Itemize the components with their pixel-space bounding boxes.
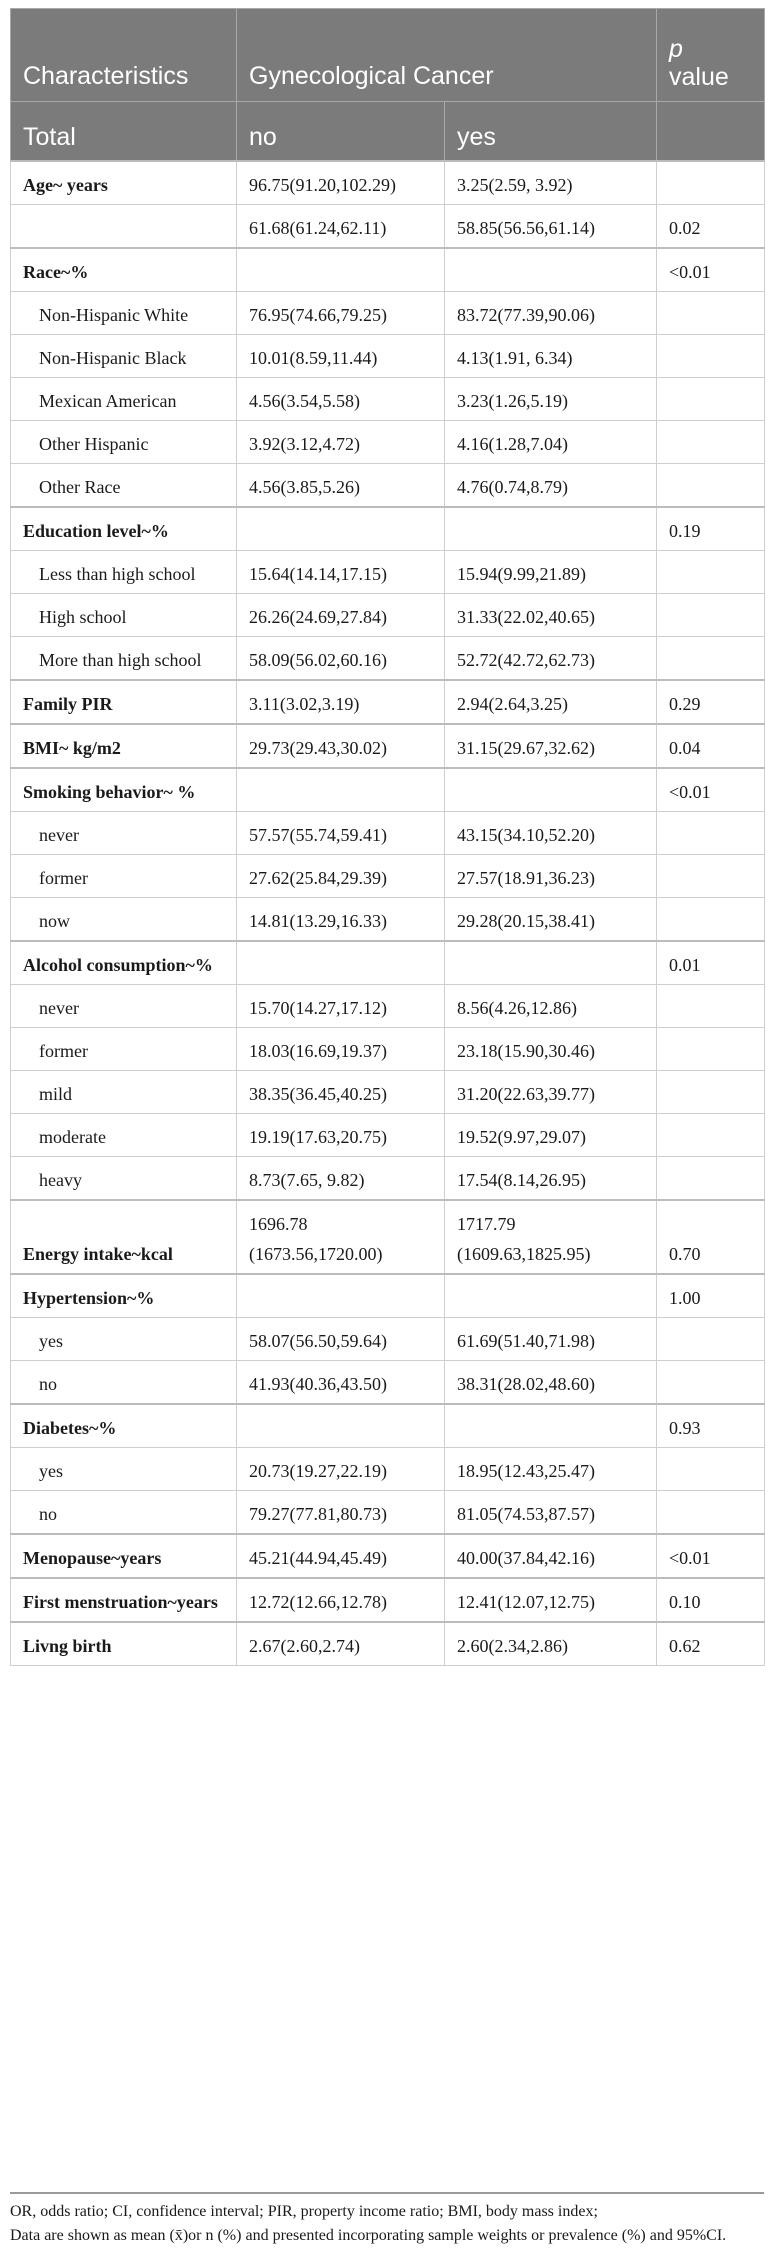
cell-p-value <box>657 1318 765 1361</box>
header-no: no <box>237 102 445 162</box>
footnote-line-1: OR, odds ratio; CI, confidence interval; PIR, property income ratio; BMI, body mass index; <box>10 2203 598 2220</box>
header-row-2 <box>11 102 765 162</box>
cell-p-value: 1.00 <box>657 1274 765 1318</box>
row-label: Age~ years <box>11 161 237 205</box>
header-characteristics: Characteristics <box>11 9 237 102</box>
row-label: Race~% <box>11 248 237 292</box>
cell-p-value: <0.01 <box>657 1534 765 1578</box>
row-label <box>11 205 237 249</box>
cell-yes: 81.05(74.53,87.57) <box>445 1491 657 1535</box>
cell-yes: 3.23(1.26,5.19) <box>445 378 657 421</box>
cell-no: 3.11(3.02,3.19) <box>237 680 445 724</box>
table-row <box>11 1071 765 1114</box>
table-row <box>11 1448 765 1491</box>
cell-p-value <box>657 1071 765 1114</box>
cell-yes: 8.56(4.26,12.86) <box>445 985 657 1028</box>
cell-yes: 31.33(22.02,40.65) <box>445 594 657 637</box>
row-label: former <box>11 1028 237 1071</box>
cell-yes: 52.72(42.72,62.73) <box>445 637 657 681</box>
cell-yes: 18.95(12.43,25.47) <box>445 1448 657 1491</box>
cell-p-value <box>657 292 765 335</box>
table-row <box>11 378 765 421</box>
table-row <box>11 1028 765 1071</box>
cell-no: 15.64(14.14,17.15) <box>237 551 445 594</box>
row-label: Energy intake~kcal <box>11 1200 237 1274</box>
cell-yes: 12.41(12.07,12.75) <box>445 1578 657 1622</box>
table-row <box>11 855 765 898</box>
table-row <box>11 812 765 855</box>
cell-p-value <box>657 1114 765 1157</box>
row-label: former <box>11 855 237 898</box>
row-label: Hypertension~% <box>11 1274 237 1318</box>
header-empty <box>657 102 765 162</box>
cell-no: 29.73(29.43,30.02) <box>237 724 445 768</box>
table-row <box>11 1404 765 1448</box>
row-label: Non-Hispanic Black <box>11 335 237 378</box>
cell-no: 14.81(13.29,16.33) <box>237 898 445 942</box>
cell-p-value: 0.62 <box>657 1622 765 1666</box>
cell-yes: 61.69(51.40,71.98) <box>445 1318 657 1361</box>
row-label: Less than high school <box>11 551 237 594</box>
row-label: never <box>11 985 237 1028</box>
table-row <box>11 507 765 551</box>
cell-yes: 43.15(34.10,52.20) <box>445 812 657 855</box>
row-label: High school <box>11 594 237 637</box>
cell-p-value <box>657 378 765 421</box>
row-label: yes <box>11 1318 237 1361</box>
table-row <box>11 680 765 724</box>
row-label: Family PIR <box>11 680 237 724</box>
cell-p-value: 0.29 <box>657 680 765 724</box>
cell-no: 20.73(19.27,22.19) <box>237 1448 445 1491</box>
cell-p-value: 0.02 <box>657 205 765 249</box>
table-row <box>11 898 765 942</box>
table-row <box>11 161 765 205</box>
footnote-line-2: Data are shown as mean (x̄)or n (%) and presented incorporating sample weights or prevalence (%) and 95%CI. <box>10 2227 727 2244</box>
row-label: First menstruation~years <box>11 1578 237 1622</box>
cell-no <box>237 1404 445 1448</box>
row-label: yes <box>11 1448 237 1491</box>
cell-yes <box>445 248 657 292</box>
table-row <box>11 551 765 594</box>
cell-yes: 4.76(0.74,8.79) <box>445 464 657 508</box>
table-row <box>11 1361 765 1405</box>
cell-p-value <box>657 855 765 898</box>
row-label: Non-Hispanic White <box>11 292 237 335</box>
cell-p-value: <0.01 <box>657 248 765 292</box>
cell-yes: 31.15(29.67,32.62) <box>445 724 657 768</box>
cell-no: 2.67(2.60,2.74) <box>237 1622 445 1666</box>
header-total: Total <box>11 102 237 162</box>
table-row <box>11 985 765 1028</box>
cell-no <box>237 941 445 985</box>
table-row <box>11 421 765 464</box>
characteristics-table <box>10 8 765 1666</box>
row-label: Other Hispanic <box>11 421 237 464</box>
table-row <box>11 1318 765 1361</box>
cell-no: 26.26(24.69,27.84) <box>237 594 445 637</box>
cell-no: 12.72(12.66,12.78) <box>237 1578 445 1622</box>
cell-no: 19.19(17.63,20.75) <box>237 1114 445 1157</box>
cell-yes <box>445 941 657 985</box>
row-label: no <box>11 1361 237 1405</box>
row-label: BMI~ kg/m2 <box>11 724 237 768</box>
cell-yes: 2.94(2.64,3.25) <box>445 680 657 724</box>
table-row <box>11 1622 765 1666</box>
table-row <box>11 1157 765 1201</box>
cell-yes: 4.13(1.91, 6.34) <box>445 335 657 378</box>
cell-p-value <box>657 1361 765 1405</box>
cell-no: 15.70(14.27,17.12) <box>237 985 445 1028</box>
cell-no: 45.21(44.94,45.49) <box>237 1534 445 1578</box>
cell-yes: 31.20(22.63,39.77) <box>445 1071 657 1114</box>
cell-yes: 4.16(1.28,7.04) <box>445 421 657 464</box>
cell-no: 4.56(3.85,5.26) <box>237 464 445 508</box>
row-label: Other Race <box>11 464 237 508</box>
cell-no: 76.95(74.66,79.25) <box>237 292 445 335</box>
table-container <box>10 8 764 1666</box>
cell-yes: 17.54(8.14,26.95) <box>445 1157 657 1201</box>
cell-no: 1696.78 (1673.56,1720.00) <box>237 1200 445 1274</box>
cell-no: 8.73(7.65, 9.82) <box>237 1157 445 1201</box>
cell-p-value <box>657 464 765 508</box>
header-p-value <box>657 9 765 102</box>
cell-no: 4.56(3.54,5.58) <box>237 378 445 421</box>
table-body <box>11 161 765 1666</box>
cell-p-value <box>657 1157 765 1201</box>
header-p-label: p <box>669 35 683 63</box>
cell-yes <box>445 768 657 812</box>
cell-yes: 38.31(28.02,48.60) <box>445 1361 657 1405</box>
table-row <box>11 1534 765 1578</box>
table-row <box>11 724 765 768</box>
table-row <box>11 248 765 292</box>
header-row-1 <box>11 9 765 102</box>
cell-no <box>237 248 445 292</box>
cell-p-value: 0.93 <box>657 1404 765 1448</box>
cell-p-value <box>657 594 765 637</box>
table-row <box>11 1491 765 1535</box>
row-label: never <box>11 812 237 855</box>
table-row <box>11 1200 765 1274</box>
cell-no <box>237 507 445 551</box>
cell-no: 27.62(25.84,29.39) <box>237 855 445 898</box>
table-row <box>11 768 765 812</box>
header-gynecological-cancer: Gynecological Cancer <box>237 9 657 102</box>
cell-yes: 40.00(37.84,42.16) <box>445 1534 657 1578</box>
header-value-label: value <box>669 63 729 91</box>
cell-p-value <box>657 1491 765 1535</box>
cell-yes: 29.28(20.15,38.41) <box>445 898 657 942</box>
row-label: Alcohol consumption~% <box>11 941 237 985</box>
cell-p-value <box>657 898 765 942</box>
cell-yes: 3.25(2.59, 3.92) <box>445 161 657 205</box>
cell-p-value <box>657 812 765 855</box>
cell-yes: 2.60(2.34,2.86) <box>445 1622 657 1666</box>
cell-yes <box>445 1274 657 1318</box>
cell-no: 58.07(56.50,59.64) <box>237 1318 445 1361</box>
cell-p-value: 0.19 <box>657 507 765 551</box>
cell-no: 58.09(56.02,60.16) <box>237 637 445 681</box>
cell-yes <box>445 507 657 551</box>
cell-p-value <box>657 1028 765 1071</box>
cell-yes: 83.72(77.39,90.06) <box>445 292 657 335</box>
cell-no: 41.93(40.36,43.50) <box>237 1361 445 1405</box>
cell-no: 3.92(3.12,4.72) <box>237 421 445 464</box>
cell-yes: 1717.79 (1609.63,1825.95) <box>445 1200 657 1274</box>
cell-p-value <box>657 551 765 594</box>
cell-p-value <box>657 1448 765 1491</box>
row-label: More than high school <box>11 637 237 681</box>
table-row <box>11 1114 765 1157</box>
cell-p-value: 0.01 <box>657 941 765 985</box>
cell-no: 79.27(77.81,80.73) <box>237 1491 445 1535</box>
table-row <box>11 1274 765 1318</box>
table-row <box>11 941 765 985</box>
row-label: mild <box>11 1071 237 1114</box>
cell-yes: 27.57(18.91,36.23) <box>445 855 657 898</box>
table-row <box>11 205 765 249</box>
row-label: no <box>11 1491 237 1535</box>
row-label: Mexican American <box>11 378 237 421</box>
table-row <box>11 637 765 681</box>
row-label: heavy <box>11 1157 237 1201</box>
cell-no: 10.01(8.59,11.44) <box>237 335 445 378</box>
cell-p-value: 0.04 <box>657 724 765 768</box>
cell-no <box>237 768 445 812</box>
cell-no <box>237 1274 445 1318</box>
cell-yes: 19.52(9.97,29.07) <box>445 1114 657 1157</box>
cell-no: 18.03(16.69,19.37) <box>237 1028 445 1071</box>
table-row <box>11 335 765 378</box>
cell-p-value <box>657 161 765 205</box>
cell-no: 96.75(91.20,102.29) <box>237 161 445 205</box>
table-row <box>11 594 765 637</box>
table-row <box>11 1578 765 1622</box>
header-yes: yes <box>445 102 657 162</box>
row-label: Education level~% <box>11 507 237 551</box>
cell-yes: 23.18(15.90,30.46) <box>445 1028 657 1071</box>
cell-no: 61.68(61.24,62.11) <box>237 205 445 249</box>
cell-p-value <box>657 985 765 1028</box>
cell-p-value <box>657 637 765 681</box>
cell-p-value <box>657 421 765 464</box>
row-label: Diabetes~% <box>11 1404 237 1448</box>
row-label: Livng birth <box>11 1622 237 1666</box>
cell-yes: 15.94(9.99,21.89) <box>445 551 657 594</box>
row-label: Menopause~years <box>11 1534 237 1578</box>
row-label: now <box>11 898 237 942</box>
cell-yes: 58.85(56.56,61.14) <box>445 205 657 249</box>
cell-p-value: 0.70 <box>657 1200 765 1274</box>
cell-p-value <box>657 335 765 378</box>
cell-no: 38.35(36.45,40.25) <box>237 1071 445 1114</box>
row-label: Smoking behavior~ % <box>11 768 237 812</box>
cell-no: 57.57(55.74,59.41) <box>237 812 445 855</box>
cell-yes <box>445 1404 657 1448</box>
table-row <box>11 464 765 508</box>
table-footnote <box>10 2192 764 2248</box>
row-label: moderate <box>11 1114 237 1157</box>
cell-p-value: <0.01 <box>657 768 765 812</box>
table-row <box>11 292 765 335</box>
cell-p-value: 0.10 <box>657 1578 765 1622</box>
